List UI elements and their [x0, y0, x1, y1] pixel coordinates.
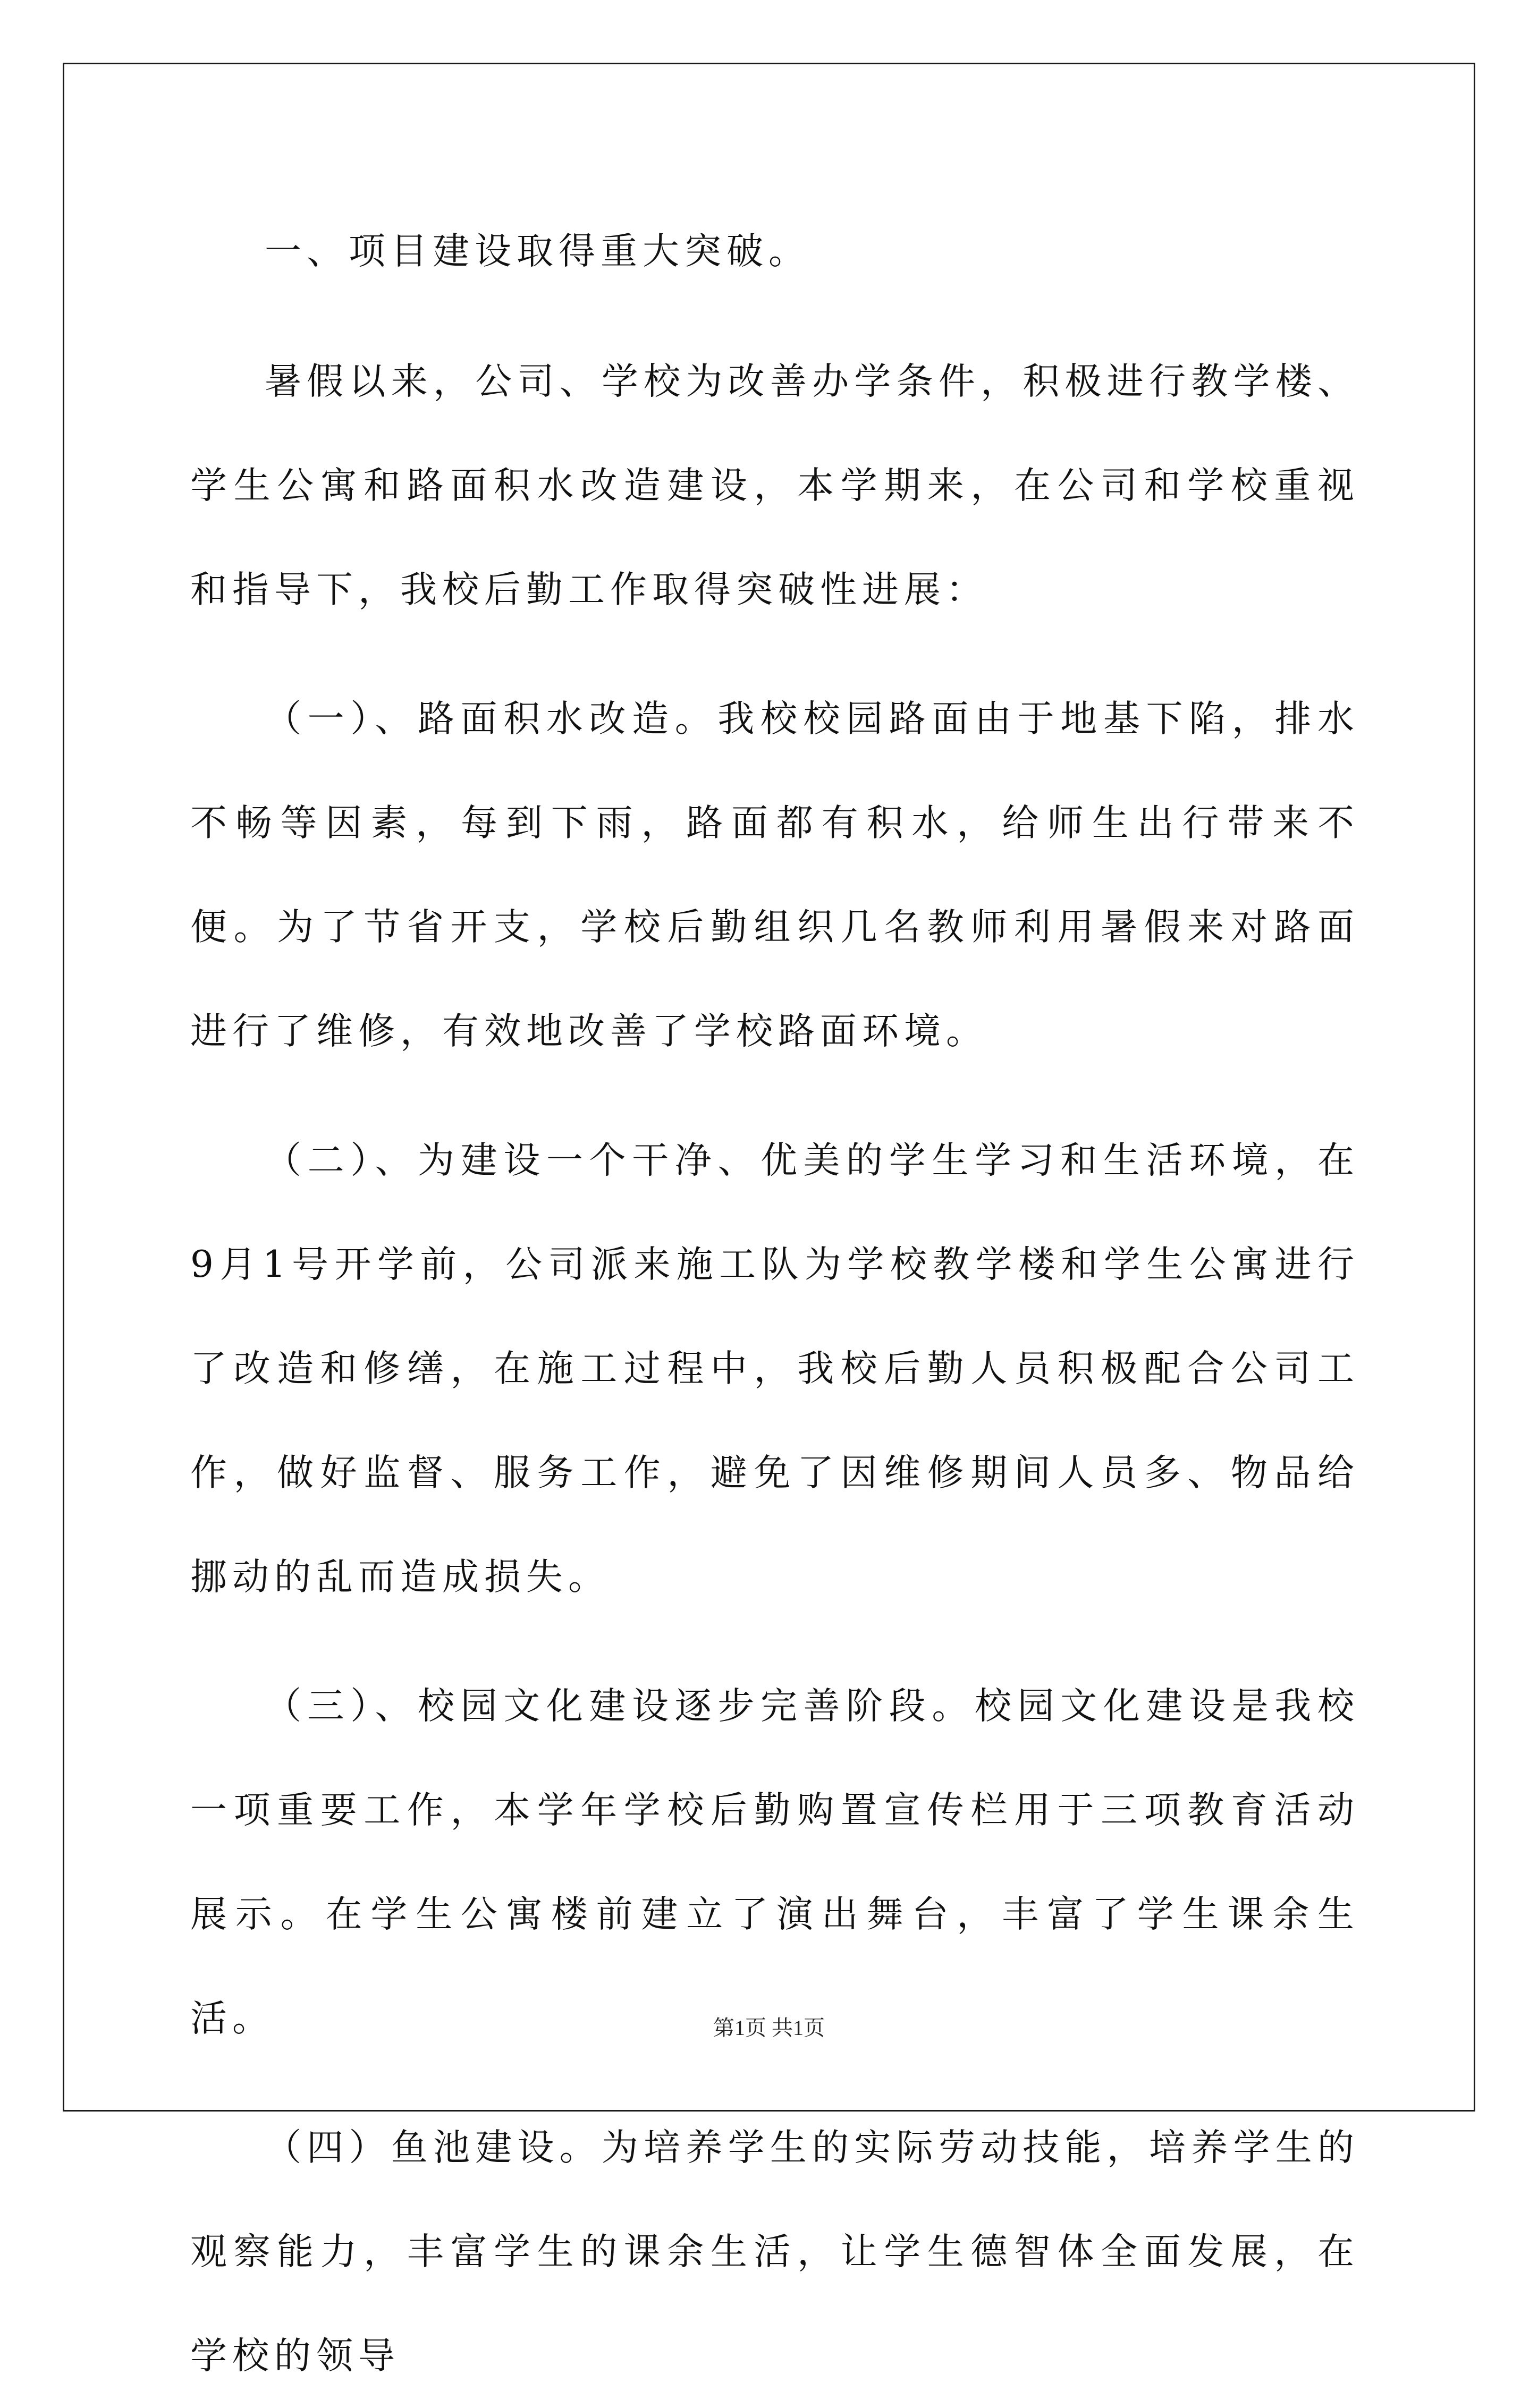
paragraph-item-2: （二）、为建设一个干净、优美的学生学习和生活环境，在9月1号开学前，公司派来施工队为学校教学楼和学生公寓进行了改造和修缮，在施工过程中，我校后勤人员积极配合公司工作，做好监督、服务工作，避免了因维修期间人员多、物品给挪动的乱而造成损失。	[190, 1139, 1359, 1598]
section-heading: 一、项目建设取得重大突破。	[265, 230, 810, 273]
page-footer: 第1页 共1页	[713, 2016, 825, 2040]
paragraph-item-3: （三）、校园文化建设逐步完善阶段。校园文化建设是我校一项重要工作，本学年学校后勤购置宣传栏用于三项教育活动展示。在学生公寓楼前建立了演出舞台，丰富了学生课余生活。	[190, 1685, 1359, 2040]
paragraph-intro: 暑假以来，公司、学校为改善办学条件，积极进行教学楼、学生公寓和路面积水改造建设，本学期来，在公司和学校重视和指导下，我校后勤工作取得突破性进展：	[190, 360, 1359, 611]
document-body	[190, 199, 1359, 2408]
paragraph-item-1: （一）、路面积水改造。我校校园路面由于地基下陷，排水不畅等因素，每到下雨，路面都有积水，给师生出行带来不便。为了节省开支，学校后勤组织几名教师利用暑假来对路面进行了维修，有效地改善了学校路面环境。	[190, 698, 1359, 1053]
paragraph-item-4: （四）鱼池建设。为培养学生的实际劳动技能，培养学生的观察能力，丰富学生的课余生活，让学生德智体全面发展，在学校的领导	[190, 2126, 1359, 2377]
